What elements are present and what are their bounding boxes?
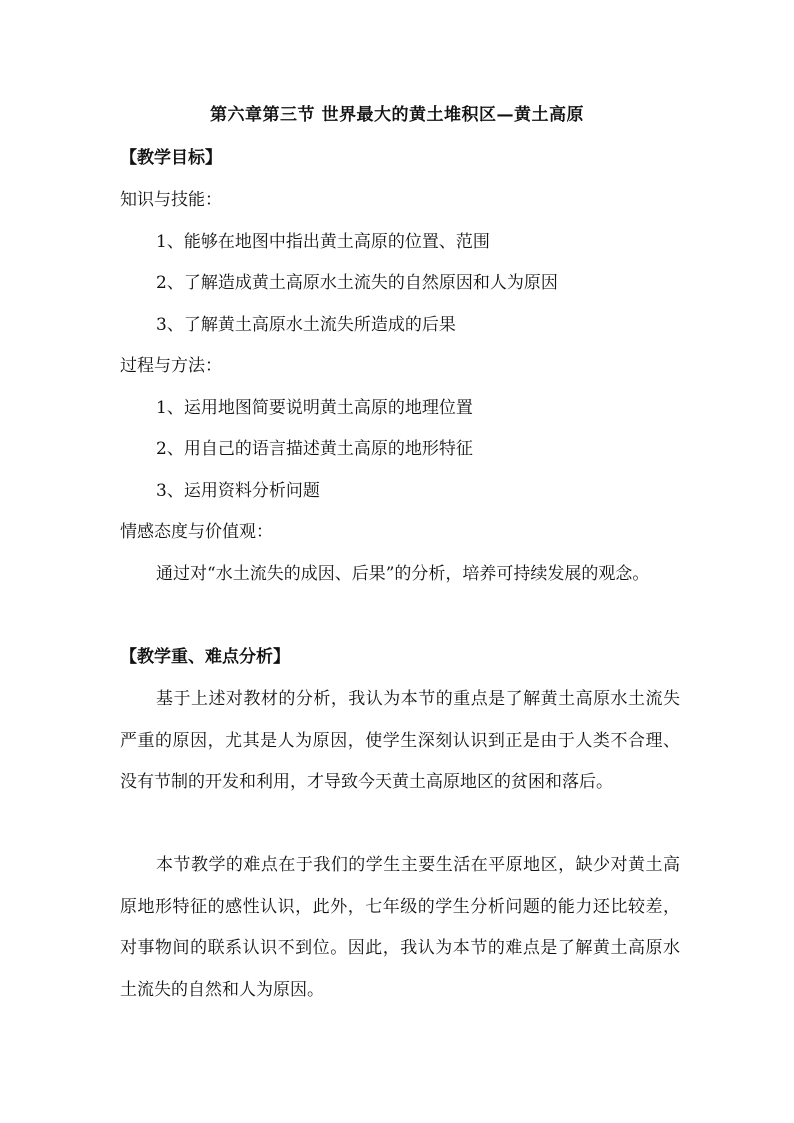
analysis-paragraph-key-points: 基于上述对教材的分析，我认为本节的重点是了解黄土高原水土流失严重的原因，尤其是人为原因，使学生深刻认识到正是由于人类不合理、没有节制的开发和利用，才导致今天黄土高原地区的贫困和落后。 <box>120 689 680 792</box>
document-title: 第六章第三节 世界最大的黄土堆积区—黄土高原 <box>210 105 584 125</box>
analysis-heading: 【教学重、难点分析】 <box>120 647 290 667</box>
analysis-paragraph-difficulties: 本节教学的难点在于我们的学生主要生活在平原地区，缺少对黄土高原地形特征的感性认识，此外，七年级的学生分析问题的能力还比较差，对事物间的联系认识不到位。因此，我认为本节的难点是了解黄土高原水土流失的自然和人为原因。 <box>120 855 680 1000</box>
attitude-values-label: 情感态度与价值观： <box>120 522 273 542</box>
process-item-3: 3、运用资料分析问题 <box>156 481 320 501</box>
process-item-1: 1、运用地图简要说明黄土高原的地理位置 <box>156 398 473 418</box>
attitude-values-paragraph: 通过对“水土流失的成因、后果”的分析，培养可持续发展的观念。 <box>156 564 650 584</box>
knowledge-item-1: 1、能够在地图中指出黄土高原的位置、范围 <box>156 232 490 252</box>
objectives-heading: 【教学目标】 <box>120 148 222 168</box>
process-item-2: 2、用自己的语言描述黄土高原的地形特征 <box>156 439 473 459</box>
knowledge-item-3: 3、了解黄土高原水土流失所造成的后果 <box>156 315 456 335</box>
knowledge-skills-label: 知识与技能： <box>120 190 222 210</box>
knowledge-item-2: 2、了解造成黄土高原水土流失的自然原因和人为原因 <box>156 273 558 293</box>
process-methods-label: 过程与方法： <box>120 356 222 376</box>
